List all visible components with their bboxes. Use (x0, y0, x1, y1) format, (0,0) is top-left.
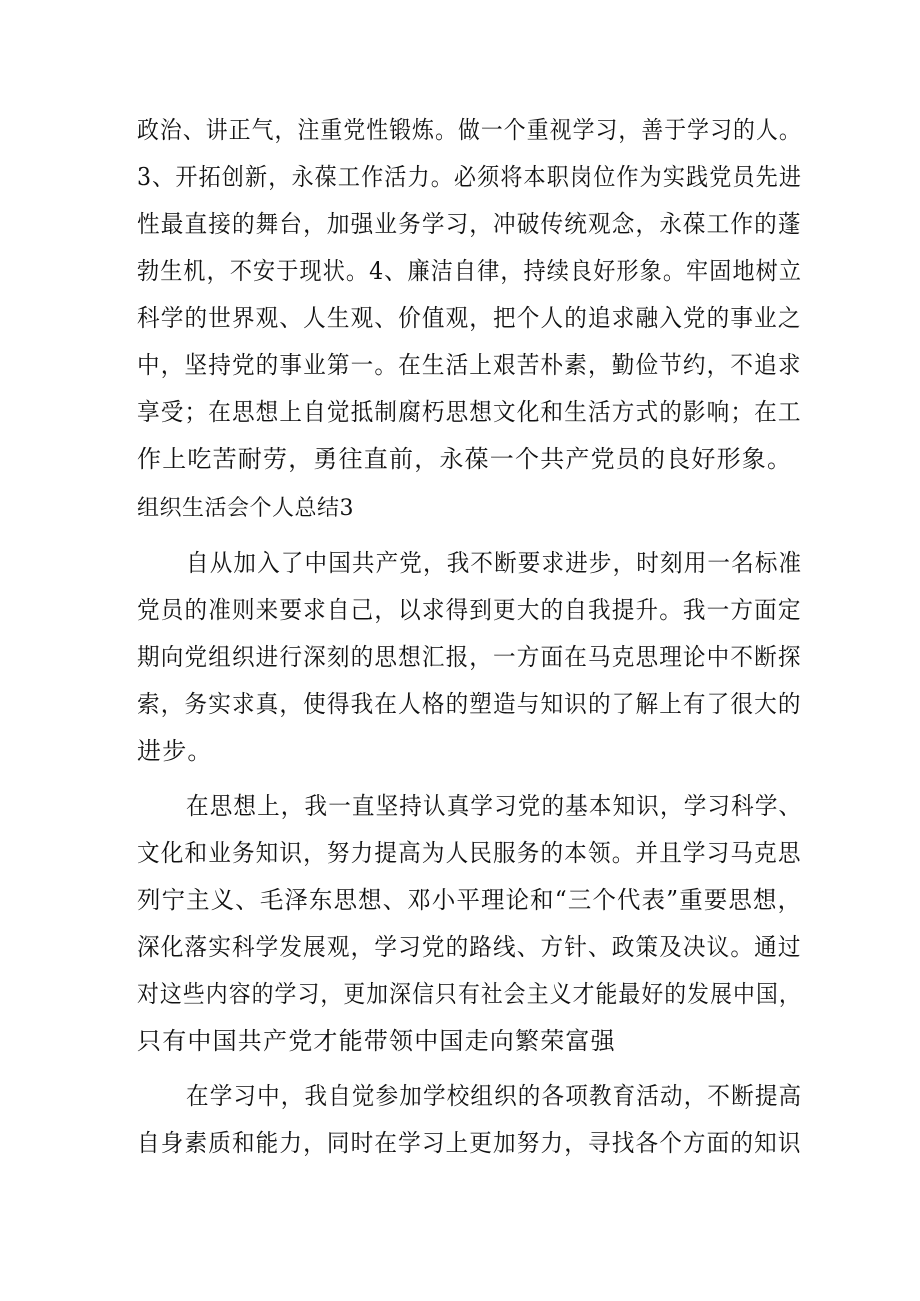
text-line: 深化落实科学发展观，学习党的路线、方针、政策及决议。通过 (137, 933, 802, 961)
text-line: 索，务实求真，使得我在人格的塑造与知识的了解上有了很大的 (137, 690, 802, 718)
text-line: 只有中国共产党才能带领中国走向繁荣富强 (137, 1027, 616, 1055)
text-line: 中，坚持党的事业第一。在生活上艰苦朴素，勤俭节约，不追求 (137, 351, 802, 379)
text-line: 3、开拓创新，永葆工作活力。必须将本职岗位作为实践党员先进 (137, 163, 803, 191)
text-line: 政治、讲正气，注重党性锻炼。做一个重视学习，善于学习的人。 (137, 116, 802, 144)
text-line: 党员的准则来要求自己，以求得到更大的自我提升。我一方面定 (137, 596, 802, 624)
text-line: 对这些内容的学习，更加深信只有社会主义才能最好的发展中国， (137, 980, 802, 1008)
text-line: 期向党组织进行深刻的思想汇报，一方面在马克思理论中不断探 (137, 643, 802, 671)
text-line: 自从加入了中国共产党，我不断要求进步，时刻用一名标准 (186, 549, 803, 577)
text-line: 在学习中，我自觉参加学校组织的各项教育活动，不断提高 (186, 1082, 803, 1110)
text-line: 文化和业务知识，努力提高为人民服务的本领。并且学习马克思 (137, 839, 802, 867)
text-line: 勃生机，不安于现状。4、廉洁自律，持续良好形象。牢固地树立 (137, 257, 803, 285)
section-heading: 组织生活会个人总结3 (137, 496, 354, 521)
text-line: 性最直接的舞台，加强业务学习，冲破传统观念，永葆工作的蓬 (137, 210, 802, 238)
text-line: 自身素质和能力，同时在学习上更加努力，寻找各个方面的知识 (137, 1129, 802, 1157)
text-line: 列宁主义、毛泽东思想、邓小平理论和“三个代表”重要思想， (137, 886, 803, 914)
text-line: 在思想上，我一直坚持认真学习党的基本知识，学习科学、 (186, 792, 803, 820)
text-line: 科学的世界观、人生观、价值观，把个人的追求融入党的事业之 (137, 304, 802, 332)
text-line: 进步。 (137, 737, 213, 765)
text-line: 作上吃苦耐劳，勇往直前，永葆一个共产党员的良好形象。 (137, 445, 793, 473)
text-line: 享受；在思想上自觉抵制腐朽思想文化和生活方式的影响；在工 (137, 398, 802, 426)
